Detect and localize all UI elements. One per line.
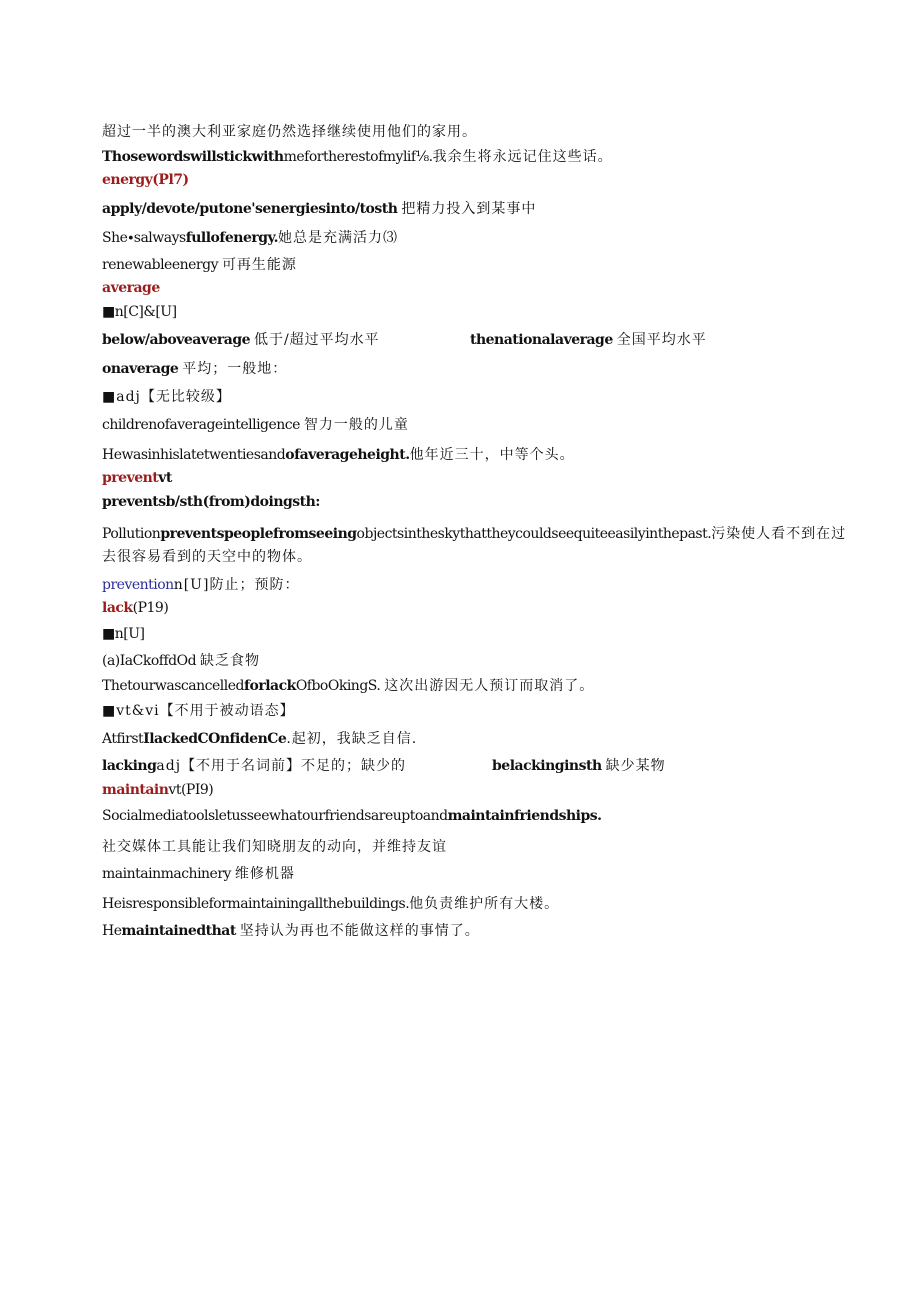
example: She∙salwaysfullofenergy.她总是充满活力⑶ — [102, 230, 398, 246]
example: Hemaintainedthat 坚持认为再也不能做这样的事情了。 — [102, 923, 480, 939]
phrase: maintainmachinery 维修机器 — [102, 866, 295, 882]
entry-heading: energy(Pl7) — [102, 172, 189, 188]
pos-label: ■n[U] — [102, 626, 145, 642]
phrase-row: below/aboveaverage 低于/超过平均水平 — [102, 332, 380, 348]
phrase: belackinginsth 缺少某物 — [492, 758, 666, 774]
entry-heading: preventvt — [102, 470, 172, 486]
pos-label: ■vt&vi【不用于被动语态】 — [102, 703, 295, 719]
phrase: apply/devote/putone'senergiesinto/tosth 把精力投入到某事中 — [102, 201, 537, 217]
example: Socialmediatoolsletusseewhatourfriendsareuptoandmaintainfriendships. — [102, 808, 602, 824]
entry-heading: average — [102, 280, 160, 296]
text-line: 超过一半的澳大利亚家庭仍然选择继续使用他们的家用。 — [102, 124, 477, 140]
text-line: Thosewordswillstickwithmefortherestofmylif⅛.我余生将永远记住这些话。 — [102, 149, 613, 165]
pattern: preventsb/sth(from)doingsth: — [102, 494, 320, 510]
entry-heading: maintainvt(PI9) — [102, 782, 214, 798]
phrase: renewableenergy 可再生能源 — [102, 257, 297, 273]
pos-label: ■n[C]&[U] — [102, 304, 177, 320]
phrase: (a)IaCkoffdOd 缺乏食物 — [102, 653, 260, 669]
example: Pollutionpreventspeoplefromseeingobjectsintheskythattheycouldseequiteeasilyinthepast.污染使人看不到在过 — [102, 526, 847, 542]
entry-heading: lack(P19) — [102, 600, 169, 616]
example-translation: 社交媒体工具能让我们知晓朋友的动向，并维持友谊 — [102, 839, 447, 855]
phrase: childrenofaverageintelligence 智力一般的儿童 — [102, 417, 409, 433]
derived-word: lackingadj【不用于名词前】不足的；缺少的 — [102, 758, 407, 774]
phrase: thenationalaverage 全国平均水平 — [470, 332, 707, 348]
example: Heisresponsibleformaintainingallthebuildings.他负责维护所有大楼。 — [102, 896, 560, 912]
derived-word: preventionn[U]防止；预防： — [102, 577, 300, 593]
pos-label: ■adj【无比较级】 — [102, 389, 231, 405]
example-continued: 去很容易看到的天空中的物体。 — [102, 549, 312, 565]
example: ThetourwascancelledforlackOfboOkingS. 这次出游因无人预订而取消了。 — [102, 678, 595, 694]
phrase: onaverage 平均；一般地： — [102, 361, 288, 377]
example: AtfirstIlackedCOnfidenCe.起初，我缺乏自信. — [102, 731, 418, 747]
example: Hewasinhislatetwentiesandofaverageheight.他年近三十，中等个头。 — [102, 447, 575, 463]
